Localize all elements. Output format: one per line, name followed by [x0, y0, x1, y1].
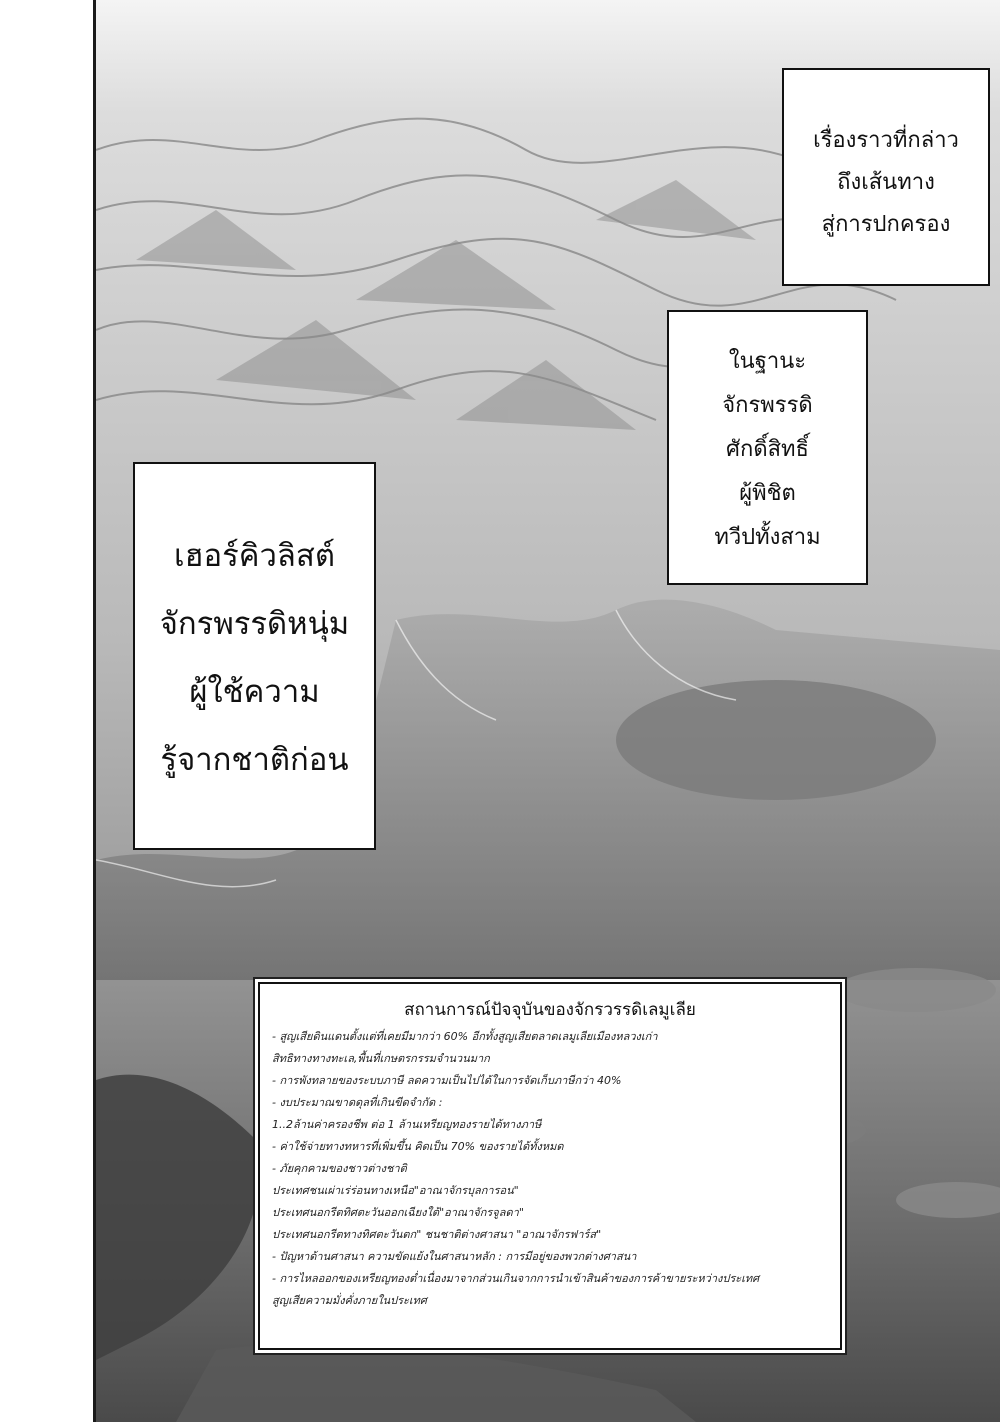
narration-line: สู่การปกครอง: [821, 212, 951, 237]
narration-line: จักรพรรดิ: [722, 393, 813, 418]
info-panel-list: [272, 1026, 834, 1312]
narration-line: ถึงเส้นทาง: [837, 170, 935, 195]
narration-line: ทวีปทั้งสาม: [714, 525, 821, 550]
info-line: - ภัยคุกคามของชาวต่างชาติ: [272, 1162, 407, 1175]
info-line: - ค่าใช้จ่ายทางทหารที่เพิ่มขึ้น คิดเป็น 70% ของรายได้ทั้งหมด: [272, 1140, 564, 1153]
narration-line: จักรพรรดิหนุ่ม: [159, 606, 350, 642]
narration-line: เรื่องราวที่กล่าว: [813, 128, 959, 153]
narration-line: ศักดิ์สิทธิ์: [726, 437, 809, 462]
info-line: - การพังทลายของระบบภาษี ลดความเป็นไปได้ในการจัดเก็บภาษีกว่า 40%: [272, 1074, 622, 1087]
narration-line: เฮอร์คิวลิสต์: [174, 538, 335, 574]
narration-line: ผู้พิชิต: [739, 481, 796, 506]
info-line: ประเทศนอกรีตทางทิศตะวันตก" ชนชาติต่างศาสนา "อาณาจักรฟาร์ส": [272, 1228, 602, 1241]
page-margin: [0, 0, 93, 1422]
narration-line: รู้จากชาติก่อน: [160, 742, 349, 778]
info-line: - ปัญหาด้านศาสนา ความขัดแย้งในศาสนาหลัก : การมีอยู่ของพวกต่างศาสนา: [272, 1250, 637, 1263]
narration-box-top: [782, 68, 990, 286]
info-line: สูญเสียความมั่งคั่งภายในประเทศ: [272, 1294, 427, 1307]
info-line: - งบประมาณขาดดุลที่เกินขีดจำกัด :: [272, 1096, 443, 1109]
info-line: - สูญเสียดินแดนตั้งแต่ที่เคยมีมากว่า 60% อีกทั้งสูญเสียตลาดเลมูเลียเมืองหลวงเก่า: [272, 1030, 658, 1043]
narration-line: ผู้ใช้ความ: [189, 674, 320, 710]
narration-box-large: [133, 462, 376, 850]
info-panel: [258, 982, 842, 1350]
narration-box-middle: [667, 310, 868, 585]
info-line: ประเทศนอกรีตทิศตะวันออกเฉียงใต้"อาณาจักรจูลดา": [272, 1206, 524, 1219]
info-panel-title: สถานการณ์ปัจจุบันของจักรวรรดิเลมูเลีย: [404, 1000, 696, 1020]
info-line: สิทธิทางทางทะเล,พื้นที่เกษตรกรรมจำนวนมาก: [272, 1052, 490, 1065]
info-line: ประเทศชนเผ่าเร่ร่อนทางเหนือ"อาณาจักรบุลการอน": [272, 1184, 519, 1197]
info-line: - การไหลออกของเหรียญทองต่ำเนื่องมาจากส่วนเกินจากการนำเข้าสินค้าของการค้าขายระหว่างประเทศ: [272, 1272, 760, 1285]
narration-line: ในฐานะ: [728, 349, 807, 374]
info-line: 1..2ล้านค่าครองชีพ ต่อ 1 ล้านเหรียญทองรายได้ทางภาษี: [272, 1118, 542, 1131]
